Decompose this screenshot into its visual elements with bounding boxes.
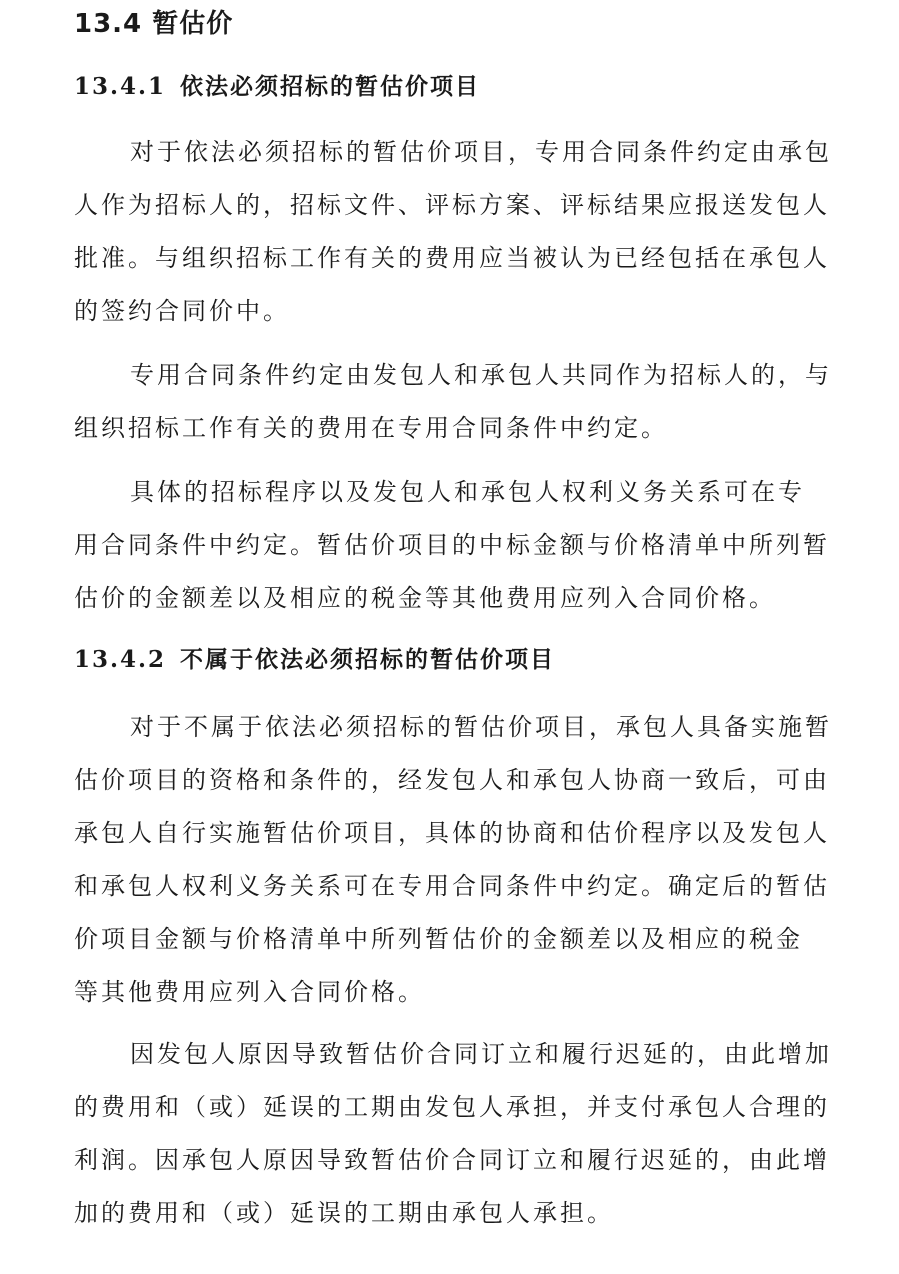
paragraph-line: 估价的金额差以及相应的税金等其他费用应列入合同价格。 xyxy=(74,584,776,612)
paragraph-line: 人作为招标人的，招标文件、评标方案、评标结果应报送发包人 xyxy=(74,191,830,219)
paragraph xyxy=(74,349,836,455)
paragraph-line: 因发包人原因导致暂估价合同订立和履行迟延的，由此增加 xyxy=(130,1040,832,1068)
paragraph xyxy=(74,701,836,1019)
section-title: 13.4 暂估价 xyxy=(74,9,234,39)
paragraph-line: 和承包人权利义务关系可在专用合同条件中约定。确定后的暂估 xyxy=(74,872,830,900)
paragraph-line: 的签约合同价中。 xyxy=(74,297,290,325)
paragraph-line: 价项目金额与价格清单中所列暂估价的金额差以及相应的税金 xyxy=(74,925,803,953)
subsection-title-13-4-1 xyxy=(74,70,480,104)
paragraph-line: 估价项目的资格和条件的，经发包人和承包人协商一致后，可由 xyxy=(74,766,830,794)
subsection-heading: 依法必须招标的暂估价项目 xyxy=(180,73,481,100)
paragraph-line: 组织招标工作有关的费用在专用合同条件中约定。 xyxy=(74,414,668,442)
subsection-heading: 不属于依法必须招标的暂估价项目 xyxy=(180,646,556,673)
paragraph xyxy=(74,126,836,338)
paragraph-line: 专用合同条件约定由发包人和承包人共同作为招标人的，与 xyxy=(130,361,832,389)
paragraph-line: 加的费用和（或）延误的工期由承包人承担。 xyxy=(74,1199,614,1227)
paragraph xyxy=(74,1028,836,1240)
paragraph-line: 具体的招标程序以及发包人和承包人权利义务关系可在专 xyxy=(130,478,805,506)
paragraph-line: 等其他费用应列入合同价格。 xyxy=(74,978,425,1006)
paragraph-line: 对于依法必须招标的暂估价项目，专用合同条件约定由承包 xyxy=(130,138,832,166)
subsection-title-13-4-2 xyxy=(74,643,555,677)
paragraph-line: 用合同条件中约定。暂估价项目的中标金额与价格清单中所列暂 xyxy=(74,531,830,559)
subsection-number: 13.4.2 xyxy=(74,646,167,673)
paragraph-line: 利润。因承包人原因导致暂估价合同订立和履行迟延的，由此增 xyxy=(74,1146,830,1174)
paragraph-line: 的费用和（或）延误的工期由发包人承担，并支付承包人合理的 xyxy=(74,1093,830,1121)
subsection-number: 13.4.1 xyxy=(74,73,167,100)
paragraph xyxy=(74,466,836,625)
paragraph-line: 批准。与组织招标工作有关的费用应当被认为已经包括在承包人 xyxy=(74,244,830,272)
paragraph-line: 对于不属于依法必须招标的暂估价项目，承包人具备实施暂 xyxy=(130,713,832,741)
paragraph-line: 承包人自行实施暂估价项目，具体的协商和估价程序以及发包人 xyxy=(74,819,830,847)
